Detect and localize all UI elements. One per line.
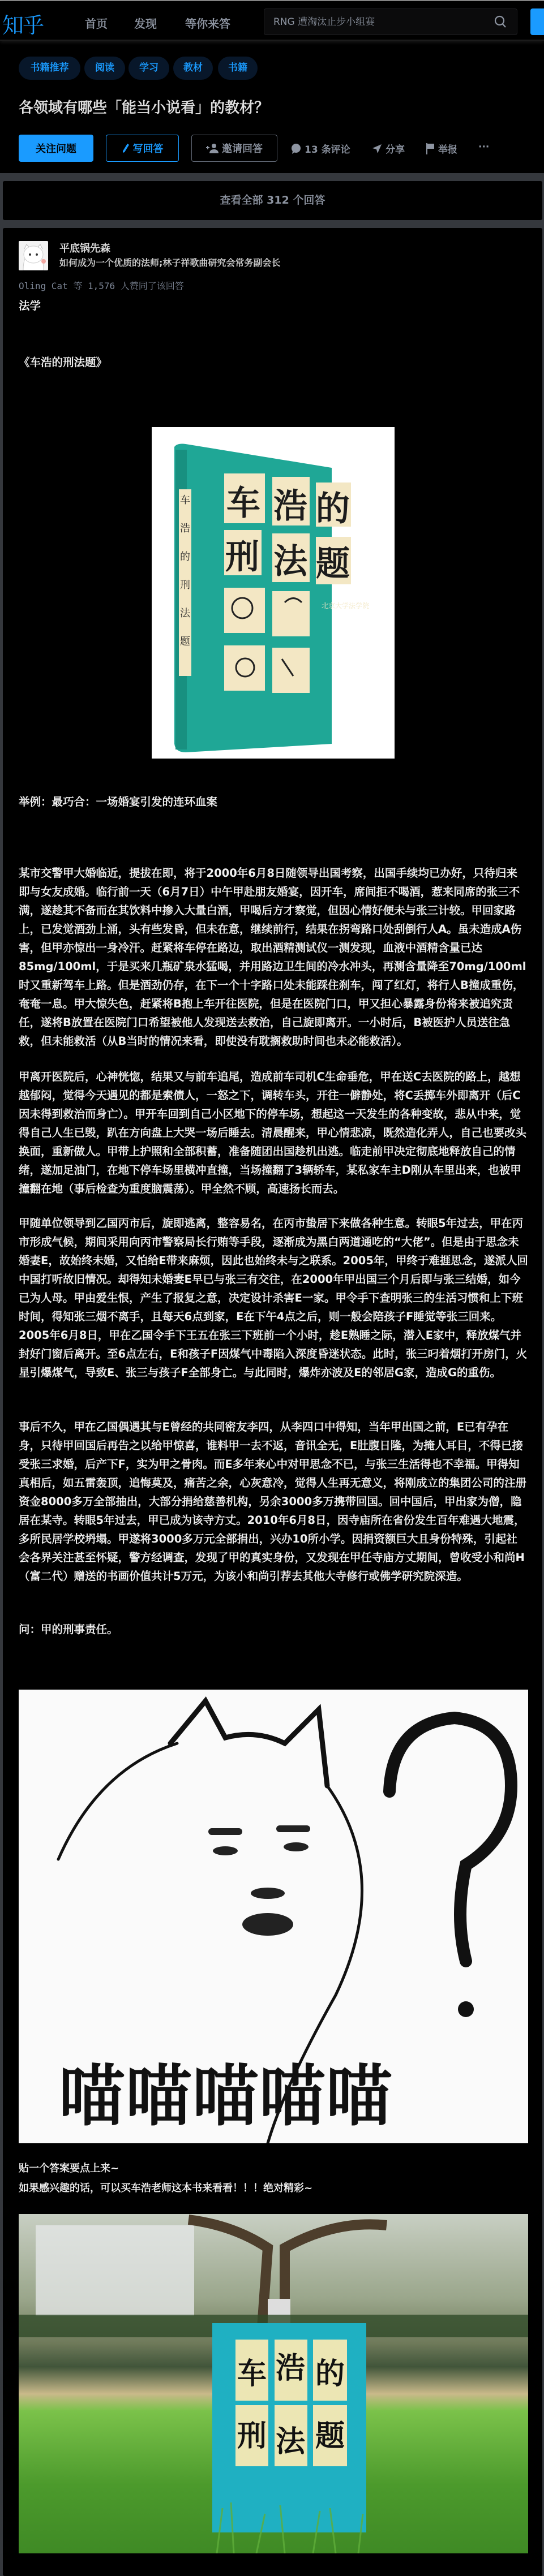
example-heading: 举例：最巧合：一场婚宴引发的连环血案: [19, 795, 218, 808]
share-label: 分享: [385, 144, 405, 156]
follow-question-button[interactable]: [19, 135, 93, 162]
pencil-icon: [122, 143, 130, 153]
svg-text:浩: 浩: [276, 2351, 306, 2385]
svg-text:刑: 刑: [237, 2419, 267, 2453]
invite-label: 邀请回答: [222, 143, 263, 155]
follow-label: 关注问题: [36, 143, 76, 155]
top-nav-bar: [0, 1, 544, 41]
write-answer-button[interactable]: [106, 135, 179, 162]
book-cover-image: [152, 427, 395, 759]
report-label: 举报: [438, 144, 457, 156]
svg-text:刑: 刑: [180, 579, 190, 591]
nav-home[interactable]: 首页: [85, 17, 108, 31]
svg-text:的: 的: [180, 551, 190, 563]
invite-user-icon: [206, 143, 219, 153]
author-avatar[interactable]: [19, 241, 48, 270]
svg-text:题: 题: [180, 636, 190, 648]
svg-text:的: 的: [315, 2357, 345, 2391]
svg-text:浩: 浩: [180, 523, 190, 535]
cover-char: 车: [226, 484, 260, 523]
topic-tag[interactable]: 教材: [173, 57, 213, 80]
answer-paragraph: 事后不久，甲在乙国偶遇其与E曾经的共同密友李四，从李四口中得知，当年甲出国之前，E已有孕在身，只待甲回国后再告之以给甲惊喜，谁料甲一去不返，音讯全无，E肚腹日隆，为掩人耳目，不得已接受张三求婚，后产下F，实为甲之骨肉。而E多年来心中对甲思念不已，与张三生活得也不幸福。甲得知真相后，如五雷轰顶，追悔莫及，痛苦之余，心灰意冷，觉得人生再无意义，将刚成立的集团公司的注册资金8000多万全部抽出，大部分捐给慈善机构，另余3000多万携带回国。回中国后，甲出家为僧，隐居在某寺。转眼5年过去，甲已成为该寺方丈。2010年6月8日，因寺庙所在省份发生百年难遇大地震，多所民居学校坍塌。甲遂将3000多万元全部捐出，兴办10所小学。因捐资额巨大且身份特殊，引起社会各界关注甚至怀疑，警方经调查，发现了甲的真实身份，又发现在甲任寺庙方丈期间，曾收受小和尚H（富二代）赠送的书画价值共计5万元，为该小和尚引荐去其他大寺修行或佛学研究院深造。: [19, 1420, 527, 1583]
svg-text:法: 法: [276, 2424, 306, 2459]
invite-answer-button[interactable]: [191, 135, 277, 162]
closing-line: 贴一个答案要点上来~: [19, 2163, 119, 2174]
answer-paragraph: 甲随单位领导到乙国丙市后，旋即逃离，整容易名，在丙市蛰居下来做各种生意。转眼5年过去，甲在丙市形成气候，期间采用向丙市警察局长行贿等手段，逐渐成为黑白两道通吃的“大佬”。但是由于思念未婚妻E，故始终未婚，又怕给E带来麻烦，因此也始终未与之联系。2005年，甲终于难捱思念，遂派人回中国打听故旧情况。却得知未婚妻E早已与张三有交往，在2000年甲出国三个月后即与张三结婚，如今已为人母。甲由爱生恨，产生了报复之意，决定设计杀害E一家。甲令手下查明张三的生活习惯和上下班时间，得知张三烟不离手，且每天6点到家，E在下午4点之后，则一般会陪孩子F睡觉等张三回来。2005年6月8日，甲在乙国令手下王五在张三下班前一个小时，趁E熟睡之际，潜入E家中，释放煤气并封好门窗后离开。至6点左右，E和孩子F因煤气中毒陷入深度昏迷状态。此时，张三叼着烟打开房门，火星引爆煤气，导致E、张三与孩子F全部身亡。与此同时，爆炸亦波及E的邻居G家，造成G的重伤。: [19, 1217, 528, 1379]
svg-text:北京大学法学院: 北京大学法学院: [322, 602, 370, 610]
topic-tag[interactable]: 阅读: [84, 57, 125, 80]
topic-tag[interactable]: 学习: [128, 57, 169, 80]
author-name[interactable]: 平底锅先森: [59, 243, 110, 255]
comments-label: 13 条评论: [305, 144, 350, 156]
meme-caption: 喵喵喵喵喵: [58, 2057, 393, 2135]
answer-paragraph: 甲离开医院后，心神恍惚，结果又与前车追尾，造成前车司机C生命垂危，甲在送C去医院的路上，越想越郁闷，觉得今天遇见的都是索债人，一怒之下，调转车头，开往一僻静处，将C丢掷车外即离开（后C因未得到救治而身亡）。甲开车回到自己小区地下的停车场，想起这一天发生的各种变故，悲从中来，觉得自己人生已毁，趴在方向盘上大哭一场后睡去。清晨醒来，甲心情悲凉，既然造化弄人，自己也要改头换面，重新做人。甲带上护照和全部积蓄，准备随团出国趁机出逃。临走前甲决定彻底地释放自己的情绪，遂加足油门，在地下停车场里横冲直撞，当场撞翻了3辆轿车，某私家车主D刚从车里出来，也被甲撞翻在地（事后检查为重度脑震荡）。甲全然不顾，高速扬长而去。: [19, 1070, 527, 1195]
write-label: 写回答: [132, 143, 164, 155]
cat-meme-image: [19, 1690, 528, 2143]
search-input[interactable]: [273, 15, 489, 29]
share-button[interactable]: [372, 141, 405, 156]
view-all-answers-button[interactable]: 查看全部 312 个回答: [3, 181, 542, 220]
nav-waiting-answers[interactable]: 等你来答: [185, 17, 230, 31]
report-button[interactable]: [426, 141, 457, 156]
author-headline: 如何成为一个优质的法师;林子祥歌曲研究会常务副会长: [59, 257, 281, 268]
svg-text:浩: 浩: [273, 486, 307, 526]
flag-icon: [426, 143, 435, 154]
comments-button[interactable]: [291, 141, 350, 156]
question-line: 问：甲的刑事责任。: [19, 1623, 118, 1636]
search-box[interactable]: [264, 8, 517, 35]
answer-paragraph: 某市交警甲大婚临近，提拔在即，将于2000年6月8日随领导出国考察，出国手续均已办好，只待归来即与女友成婚。临行前一天（6月7日）中午甲赴朋友婚宴，因开车，席间拒不喝酒，惹来同席的张三不满，遂趁其不备而在其饮料中掺入大量白酒，甲喝后方才察觉，但因心情好便未与张三计较。甲回家路上，已发觉酒劲上涌，头有些发昏，但未在意，继续前行，结果在拐弯路口处刮倒行人A。虽未造成A伤害，但甲亦惊出一身冷汗。赶紧将车停在路边，取出酒精测试仪一测发现，血液中酒精含量已达85mg/100ml，于是买来几瓶矿泉水猛喝，并用路边卫生间的冷水冲头，再测含量降至70mg/100ml时又重新驾车上路。但是酒劲仍存，在下一个十字路口处未能踩住刹车，闯了红灯，将行人B撞成重伤，奄奄一息。甲大惊失色，赶紧将B抱上车开往医院，但是在医院门口，甲又担心暴露身份将来被追究责任，遂将B放置在医院门口希望被他人发现送去救治，自己旋即离开。一小时后，B被医护人员送往急救，但未能救活（从B当时的情况来看，即使没有耽搁救助时间也未必能救活）。: [19, 867, 526, 1048]
comment-bubble-icon: [291, 143, 301, 154]
svg-text:车: 车: [237, 2357, 267, 2391]
closing-line: 如果感兴趣的话，可以买车浩老师这本书来看看！！！绝对精彩~: [19, 2182, 313, 2194]
svg-text:法: 法: [180, 608, 190, 619]
svg-text:题: 题: [316, 544, 350, 584]
topic-tag[interactable]: 书籍: [218, 57, 258, 80]
zhihu-logo[interactable]: 知乎: [2, 13, 44, 38]
svg-text:题: 题: [315, 2419, 345, 2453]
svg-text:的: 的: [316, 489, 350, 529]
svg-text:刑: 刑: [225, 537, 259, 577]
answer-subject: 法学: [19, 299, 41, 312]
share-paper-plane-icon: [372, 144, 382, 154]
book-on-grass-photo: [19, 2214, 528, 2553]
svg-text:法: 法: [273, 542, 307, 581]
nav-discover[interactable]: 发现: [134, 17, 157, 31]
book-title: 《车浩的刑法题》: [19, 356, 108, 369]
ask-question-button[interactable]: [530, 8, 544, 35]
question-title: 各领域有哪些「能当小说看」的教材？: [19, 100, 269, 117]
upvoters-summary[interactable]: Oling Cat 等 1,576 人赞同了该回答: [19, 281, 184, 291]
search-icon[interactable]: [494, 15, 507, 29]
more-options-button[interactable]: ···: [478, 141, 490, 153]
svg-text:车: 车: [180, 494, 190, 506]
topic-tag[interactable]: 书籍推荐: [19, 57, 80, 80]
